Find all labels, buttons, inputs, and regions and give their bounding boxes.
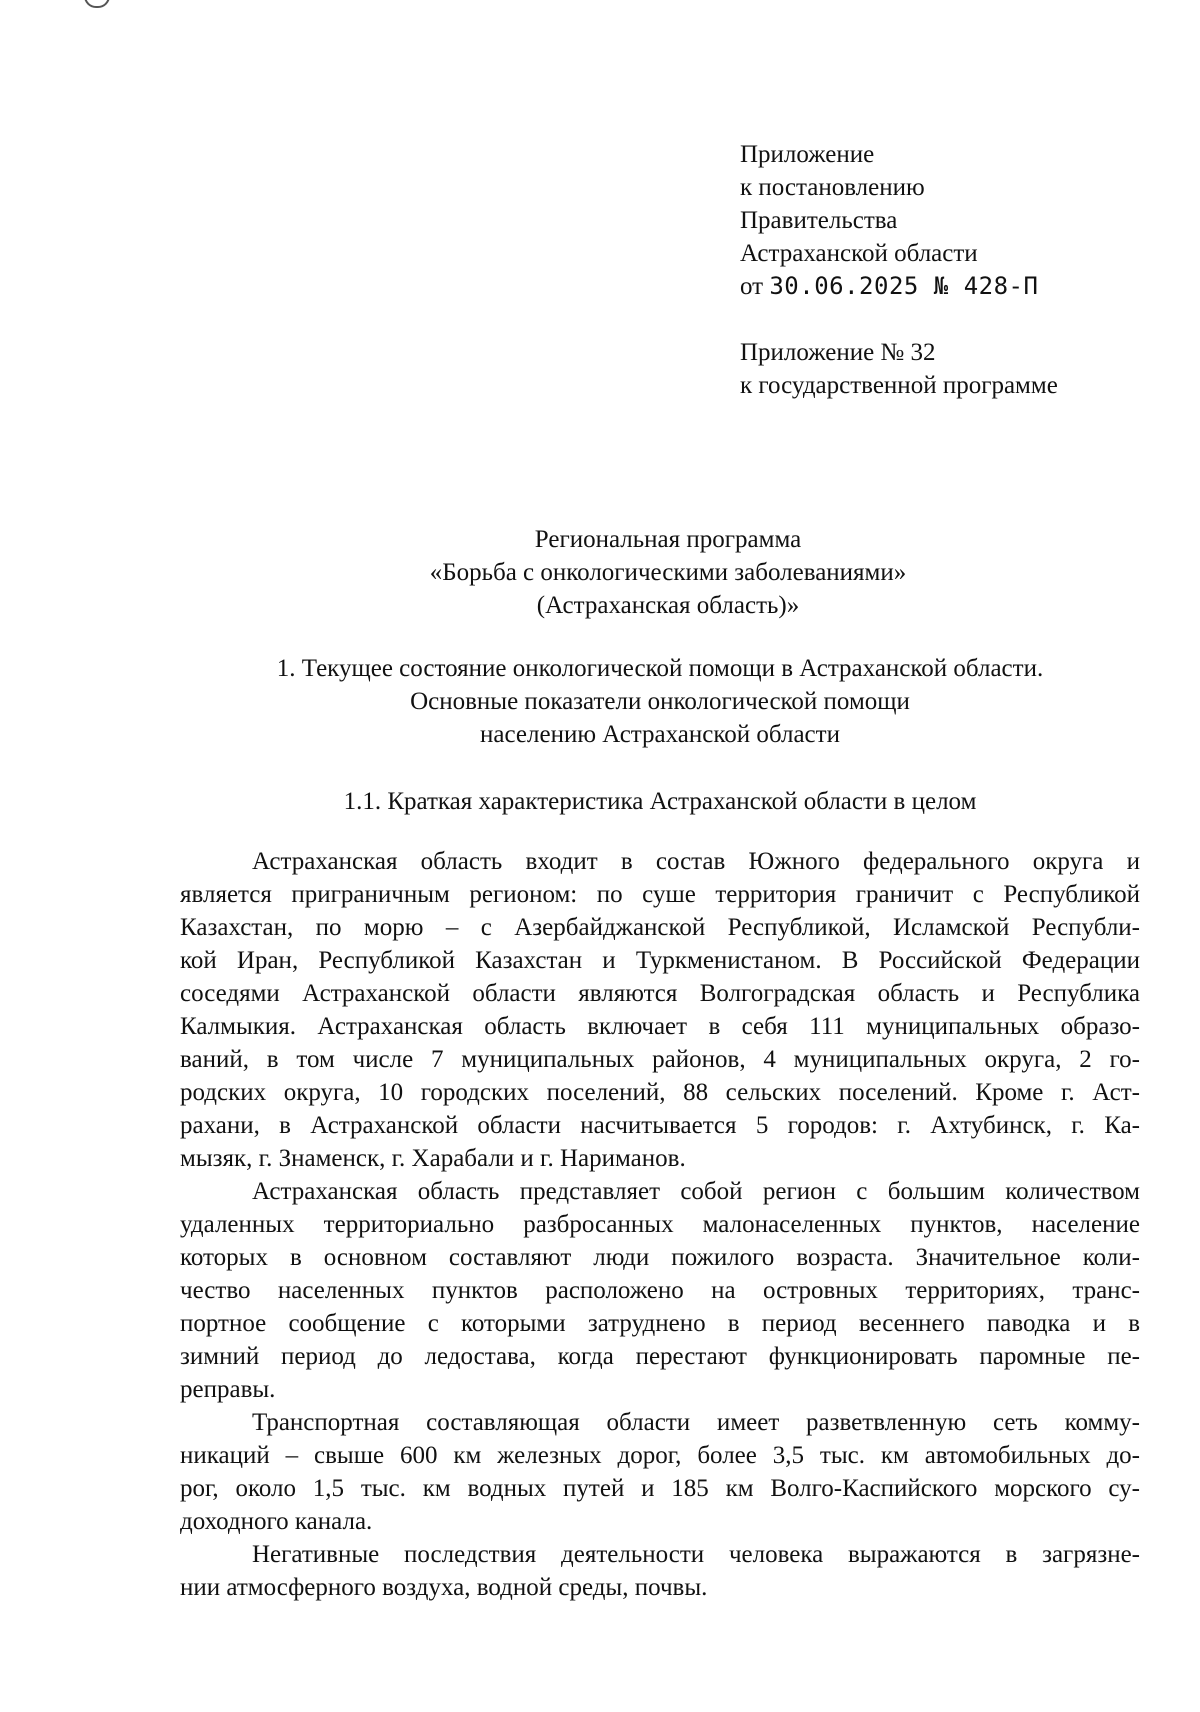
paragraph-line: Казахстан, по морю – с Азербайджанской Республикой, Исламской Республи- (180, 914, 1140, 941)
date-prefix: от (740, 273, 764, 300)
paragraph-line: рог, около 1,5 тыс. км водных путей и 185 км Волго-Каспийского морского су- (180, 1475, 1140, 1502)
paragraph-line: является приграничным регионом: по суше территория граничит с Республикой (180, 881, 1140, 908)
section-1-heading (60, 652, 1200, 751)
paragraph-line: рахани, в Астраханской области насчитывается 5 городов: г. Ахтубинск, г. Ка- (180, 1112, 1140, 1139)
paragraph-line: кой Иран, Республикой Казахстан и Туркменистаном. В Российской Федерации (180, 947, 1140, 974)
appendix-header (740, 138, 1038, 303)
paragraph-line: чество населенных пунктов расположено на островных территориях, транс- (180, 1277, 1140, 1304)
appendix-line-4: Астраханской области (740, 240, 978, 267)
appendix2-line-1: Приложение № 32 (740, 339, 936, 366)
paragraph-3 (180, 1406, 1140, 1538)
paragraph-line: родских округа, 10 городских поселений, 88 сельских поселений. Кроме г. Аст- (180, 1079, 1140, 1106)
appendix-program-header (740, 336, 1058, 402)
paragraph-line: ваний, в том числе 7 муниципальных районов, 4 муниципальных округа, 2 го- (180, 1046, 1140, 1073)
appendix-date-line (740, 270, 1038, 303)
paragraph-line: Астраханская область входит в состав Южного федерального округа и (252, 848, 1140, 875)
subsection-heading: 1.1. Краткая характеристика Астраханской области в целом (343, 788, 977, 815)
section-line-3: населению Астраханской области (480, 721, 840, 748)
paragraph-line: которых в основном составляют люди пожилого возраста. Значительное коли- (180, 1244, 1140, 1271)
paragraph-4 (180, 1538, 1140, 1604)
scan-corner-mark (84, 0, 110, 8)
paragraph-line: соседями Астраханской области являются Волгоградская область и Республика (180, 980, 1140, 1007)
paragraph-line: никаций – свыше 600 км железных дорог, более 3,5 тыс. км автомобильных до- (180, 1442, 1140, 1469)
title-line-2: «Борьба с онкологическими заболеваниями» (429, 559, 907, 586)
appendix-line-2: к постановлению (740, 174, 925, 201)
paragraph-line: Негативные последствия деятельности человека выражаются в загрязне- (252, 1541, 1140, 1568)
section-line-2: Основные показатели онкологической помощи (410, 688, 910, 715)
paragraph-line: Транспортная составляющая области имеет разветвленную сеть комму- (252, 1409, 1140, 1436)
paragraph-1 (180, 845, 1140, 1175)
paragraph-line: Астраханская область представляет собой регион с большим количеством (252, 1178, 1140, 1205)
paragraph-line: удаленных территориально разбросанных малонаселенных пунктов, население (180, 1211, 1140, 1238)
section-line-1: 1. Текущее состояние онкологической помощи в Астраханской области. (276, 655, 1044, 682)
title-line-1: Региональная программа (534, 526, 802, 553)
appendix2-line-2: к государственной программе (740, 372, 1058, 399)
paragraph-line: реправы. (180, 1376, 276, 1403)
resolution-date-number: 30.06.2025 № 428-П (769, 272, 1039, 300)
appendix-line-1: Приложение (740, 141, 875, 168)
paragraph-line: мызяк, г. Знаменск, г. Харабали и г. Нариманов. (180, 1145, 686, 1172)
paragraph-line: портное сообщение с которыми затруднено в период весеннего паводка и в (180, 1310, 1140, 1337)
paragraph-line: доходного канала. (180, 1508, 373, 1535)
paragraph-line: зимний период до ледостава, когда перестают функционировать паромные пе- (180, 1343, 1140, 1370)
body-text (180, 845, 1140, 1604)
title-line-3: (Астраханская область)» (536, 592, 800, 619)
paragraph-line: нии атмосферного воздуха, водной среды, почвы. (180, 1574, 708, 1601)
program-title (68, 523, 1200, 622)
appendix-line-3: Правительства (740, 207, 898, 234)
paragraph-2 (180, 1175, 1140, 1406)
paragraph-line: Калмыкия. Астраханская область включает в себя 111 муниципальных образо- (180, 1013, 1140, 1040)
